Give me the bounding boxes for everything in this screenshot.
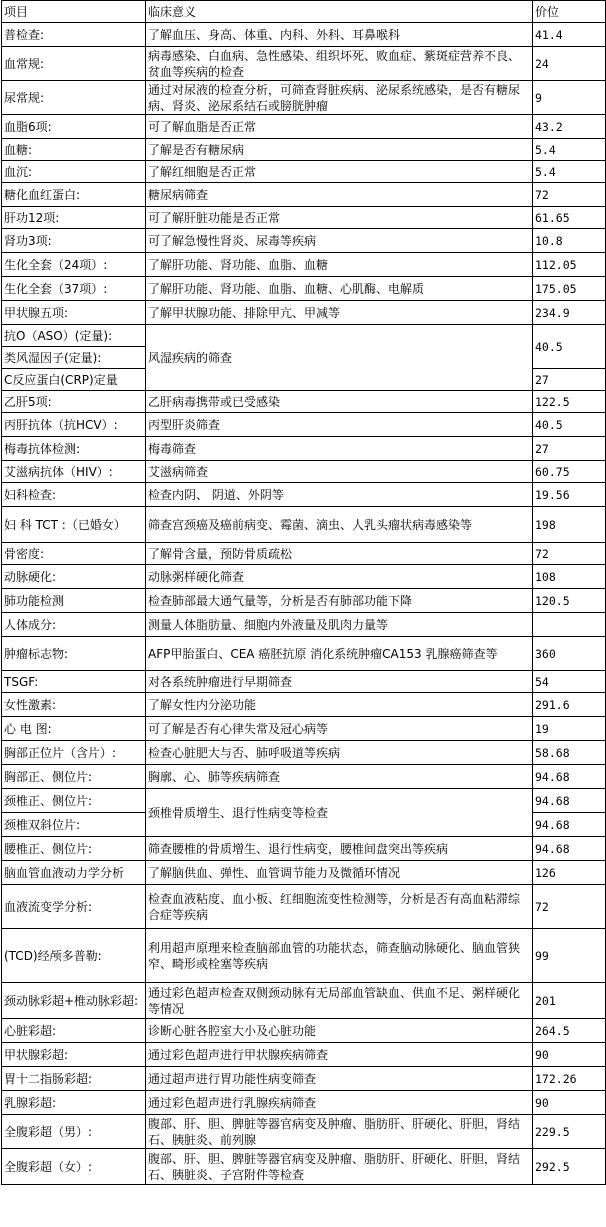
meaning-cell: 腹部、肝、胆、脾脏等器官病变及肿瘤、脂肪肝、肝硬化、肝胆，肾结石、胰脏炎、前列腺	[146, 1115, 533, 1149]
table-row	[2, 983, 606, 1019]
meaning-cell: 了解肝功能、肾功能、血脂、血糖	[146, 253, 533, 277]
table-row	[2, 1043, 606, 1067]
meaning-cell: 了解骨含量，预防骨质疏松	[146, 543, 533, 565]
header-item: 项目	[2, 1, 146, 23]
meaning-cell: 了解甲状腺功能、排除甲亢、甲减等	[146, 301, 533, 325]
table-row	[2, 765, 606, 789]
meaning-cell: 动脉粥样硬化筛查	[146, 565, 533, 589]
price-cell: 58.68	[533, 741, 606, 765]
meaning-cell: 可了解急慢性肾炎、尿毒等疾病	[146, 229, 533, 253]
meaning-cell: 风湿疾病的筛查	[146, 325, 533, 391]
item-cell: 肝功12项:	[2, 207, 146, 229]
price-cell: 126	[533, 861, 606, 885]
table-row	[2, 437, 606, 461]
item-cell: 颈椎双斜位片:	[2, 813, 146, 837]
price-cell: 43.2	[533, 115, 606, 139]
item-cell: 血糖:	[2, 139, 146, 161]
item-cell: 糖化血红蛋白:	[2, 183, 146, 207]
meaning-cell: 通过彩色超声进行乳腺疾病筛查	[146, 1091, 533, 1115]
item-cell: 全腹彩超（女）:	[2, 1149, 146, 1185]
meaning-cell: 通过超声进行胃功能性病变筛查	[146, 1067, 533, 1091]
meaning-cell: 筛查腰椎的骨质增生、退行性病变，腰椎间盘突出等疾病	[146, 837, 533, 861]
meaning-cell: 了解肝功能、肾功能、血脂、血糖、心肌酶、电解质	[146, 277, 533, 301]
table-row	[2, 543, 606, 565]
price-cell: 5.4	[533, 139, 606, 161]
table-row	[2, 207, 606, 229]
item-cell: 乙肝5项:	[2, 391, 146, 413]
item-cell: 丙肝抗体（抗HCV）:	[2, 413, 146, 437]
price-cell: 120.5	[533, 589, 606, 613]
price-cell: 94.68	[533, 789, 606, 813]
item-cell: 血脂6项:	[2, 115, 146, 139]
item-cell: (TCD)经颅多普勒:	[2, 929, 146, 983]
item-cell: 全腹彩超（男）:	[2, 1115, 146, 1149]
price-cell: 94.68	[533, 765, 606, 789]
table-row	[2, 837, 606, 861]
table-row	[2, 671, 606, 693]
table-row	[2, 637, 606, 671]
meaning-cell: 通过对尿液的检查分析，可筛查肾脏疾病、泌尿系统感染，是否有糖尿病、肾炎、泌尿系结石或膀胱肿瘤	[146, 81, 533, 115]
table-row	[2, 589, 606, 613]
item-cell: 骨密度:	[2, 543, 146, 565]
price-cell: 27	[533, 437, 606, 461]
meaning-cell: 腹部、肝、胆、脾脏等器官病变及肿瘤、脂肪肝、肝硬化、肝胆，肾结石、胰脏炎、子宫附件等检查	[146, 1149, 533, 1185]
table-row	[2, 565, 606, 589]
checkup-price-table	[1, 0, 606, 1185]
meaning-cell: 筛查宫颈癌及癌前病变、霉菌、滴虫、人乳头瘤状病毒感染等	[146, 507, 533, 543]
meaning-cell: 艾滋病筛查	[146, 461, 533, 483]
meaning-cell: 检查内阴、 阴道、外阴等	[146, 483, 533, 507]
meaning-cell: 可了解肝脏功能是否正常	[146, 207, 533, 229]
price-cell: 108	[533, 565, 606, 589]
table-row	[2, 161, 606, 183]
item-cell: 颈椎正、侧位片:	[2, 789, 146, 813]
item-cell: 胸部正、侧位片:	[2, 765, 146, 789]
meaning-cell: 了解脑供血、弹性、血管调节能力及微循环情况	[146, 861, 533, 885]
table-row	[2, 1115, 606, 1149]
table-row	[2, 81, 606, 115]
table-row	[2, 183, 606, 207]
table-row	[2, 253, 606, 277]
item-cell: 肿瘤标志物:	[2, 637, 146, 671]
item-cell: 腰椎正、侧位片:	[2, 837, 146, 861]
item-cell: 心 电 图:	[2, 717, 146, 741]
price-cell: 198	[533, 507, 606, 543]
item-cell: 生化全套（37项）:	[2, 277, 146, 301]
price-cell: 99	[533, 929, 606, 983]
meaning-cell: 可了解血脂是否正常	[146, 115, 533, 139]
meaning-cell: 颈椎骨质增生、退行性病变等检查	[146, 789, 533, 837]
meaning-cell: 病毒感染、白血病、急性感染、组织坏死、败血症、紫斑症营养不良、贫血等疾病的检查	[146, 47, 533, 81]
price-cell: 94.68	[533, 813, 606, 837]
price-cell: 60.75	[533, 461, 606, 483]
meaning-cell: 检查肺部最大通气量等，分析是否有肺部功能下降	[146, 589, 533, 613]
price-cell: 175.05	[533, 277, 606, 301]
meaning-cell: 了解血压、身高、体重、内科、外科、耳鼻喉科	[146, 23, 533, 47]
item-cell: 女性激素:	[2, 693, 146, 717]
price-cell: 9	[533, 81, 606, 115]
table-row	[2, 613, 606, 637]
price-cell: 10.8	[533, 229, 606, 253]
meaning-cell: 了解是否有糖尿病	[146, 139, 533, 161]
table-row	[2, 413, 606, 437]
price-cell: 72	[533, 183, 606, 207]
table-row	[2, 717, 606, 741]
meaning-cell: 检查心脏肥大与否、肺呼吸道等疾病	[146, 741, 533, 765]
price-cell: 234.9	[533, 301, 606, 325]
price-cell: 291.6	[533, 693, 606, 717]
item-cell: 血液流变学分析:	[2, 885, 146, 929]
meaning-cell: 胸廓、心、肺等疾病筛查	[146, 765, 533, 789]
item-cell: 妇科检查:	[2, 483, 146, 507]
meaning-cell: 乙肝病毒携带或已受感染	[146, 391, 533, 413]
meaning-cell: AFP甲胎蛋白、CEA 癌胚抗原 消化系统肿瘤CA153 乳腺癌筛查等	[146, 637, 533, 671]
item-cell: 肺功能检测	[2, 589, 146, 613]
price-cell: 27	[533, 369, 606, 391]
item-cell: 颈动脉彩超+椎动脉彩超:	[2, 983, 146, 1019]
item-cell: 胃十二指肠彩超:	[2, 1067, 146, 1091]
table-row	[2, 693, 606, 717]
meaning-cell: 检查血液粘度、血小板、红细胞流变性检测等，分析是否有高血粘滞综合症等疾病	[146, 885, 533, 929]
price-cell: 19	[533, 717, 606, 741]
price-cell: 54	[533, 671, 606, 693]
price-cell: 122.5	[533, 391, 606, 413]
item-cell: 艾滋病抗体（HIV）:	[2, 461, 146, 483]
item-cell: 血沉:	[2, 161, 146, 183]
table-row	[2, 507, 606, 543]
meaning-cell: 通过彩色超声检查双侧颈动脉有无局部血管缺血、供血不足、粥样硬化等情况	[146, 983, 533, 1019]
table-row	[2, 789, 606, 813]
item-cell: 甲状腺五项:	[2, 301, 146, 325]
meaning-cell: 糖尿病筛查	[146, 183, 533, 207]
table-row	[2, 391, 606, 413]
price-cell: 72	[533, 885, 606, 929]
item-cell: 抗O（ASO）(定量):	[2, 325, 146, 347]
meaning-cell: 通过彩色超声进行甲状腺疾病筛查	[146, 1043, 533, 1067]
header-price: 价位	[533, 1, 606, 23]
table-row	[2, 229, 606, 253]
item-cell: 类风湿因子(定量):	[2, 347, 146, 369]
table-row	[2, 929, 606, 983]
price-cell: 61.65	[533, 207, 606, 229]
price-cell: 264.5	[533, 1019, 606, 1043]
meaning-cell: 可了解是否有心律失常及冠心病等	[146, 717, 533, 741]
table-row	[2, 139, 606, 161]
price-cell: 90	[533, 1091, 606, 1115]
table-row	[2, 461, 606, 483]
price-cell: 72	[533, 543, 606, 565]
meaning-cell: 丙型肝炎筛查	[146, 413, 533, 437]
table-row	[2, 1091, 606, 1115]
table-row	[2, 301, 606, 325]
price-cell: 112.05	[533, 253, 606, 277]
meaning-cell: 梅毒筛查	[146, 437, 533, 461]
meaning-cell: 对各系统肿瘤进行早期筛查	[146, 671, 533, 693]
price-cell: 172.26	[533, 1067, 606, 1091]
price-cell	[533, 613, 606, 637]
table-row	[2, 115, 606, 139]
table-row	[2, 277, 606, 301]
item-cell: 乳腺彩超:	[2, 1091, 146, 1115]
item-cell: 心脏彩超:	[2, 1019, 146, 1043]
item-cell: 脑血管血液动力学分析	[2, 861, 146, 885]
table-row	[2, 1019, 606, 1043]
item-cell: 人体成分:	[2, 613, 146, 637]
price-cell: 19.56	[533, 483, 606, 507]
meaning-cell: 利用超声原理来检查脑部血管的功能状态，筛查脑动脉硬化、脑血管狭窄、畸形或栓塞等疾病	[146, 929, 533, 983]
item-cell: 尿常规:	[2, 81, 146, 115]
item-cell: 动脉硬化:	[2, 565, 146, 589]
item-cell: 胸部正位片（含片）:	[2, 741, 146, 765]
price-cell: 5.4	[533, 161, 606, 183]
meaning-cell: 诊断心脏各腔室大小及心脏功能	[146, 1019, 533, 1043]
price-cell: 40.5	[533, 413, 606, 437]
price-cell: 229.5	[533, 1115, 606, 1149]
price-cell: 360	[533, 637, 606, 671]
table-row	[2, 47, 606, 81]
meaning-cell: 了解女性内分泌功能	[146, 693, 533, 717]
table-row	[2, 861, 606, 885]
meaning-cell: 测量人体脂肪量、细胞内外液量及肌肉力量等	[146, 613, 533, 637]
item-cell: 梅毒抗体检测:	[2, 437, 146, 461]
table-row	[2, 325, 606, 347]
price-cell: 41.4	[533, 23, 606, 47]
table-row	[2, 741, 606, 765]
price-cell: 40.5	[533, 325, 606, 369]
item-cell: 甲状腺彩超:	[2, 1043, 146, 1067]
item-cell: 肾功3项:	[2, 229, 146, 253]
price-cell: 94.68	[533, 837, 606, 861]
item-cell: C反应蛋白(CRP)定量	[2, 369, 146, 391]
table-row	[2, 1149, 606, 1185]
table-row	[2, 23, 606, 47]
price-cell: 292.5	[533, 1149, 606, 1185]
table-row	[2, 483, 606, 507]
price-cell: 201	[533, 983, 606, 1019]
price-cell: 90	[533, 1043, 606, 1067]
table-row	[2, 1067, 606, 1091]
item-cell: 血常规:	[2, 47, 146, 81]
item-cell: 妇 科 TCT :（已婚女）	[2, 507, 146, 543]
header-row	[2, 1, 606, 23]
table-row	[2, 885, 606, 929]
item-cell: 普检查:	[2, 23, 146, 47]
price-cell: 24	[533, 47, 606, 81]
header-meaning: 临床意义	[146, 1, 533, 23]
item-cell: TSGF:	[2, 671, 146, 693]
meaning-cell: 了解红细胞是否正常	[146, 161, 533, 183]
item-cell: 生化全套（24项）:	[2, 253, 146, 277]
